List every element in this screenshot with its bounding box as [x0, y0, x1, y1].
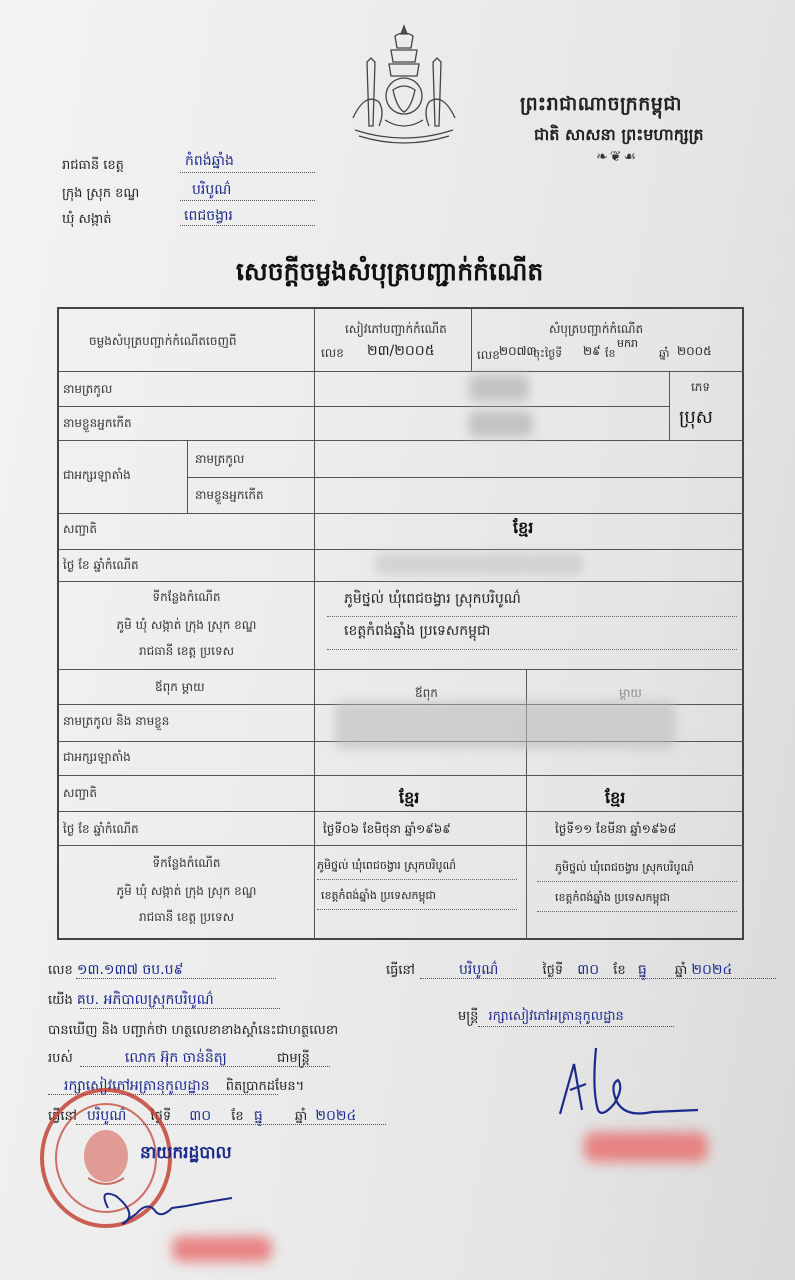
ref-no-value: ១៣.១៣៧ ចប.ប៩: [76, 962, 184, 978]
surname-label: នាមត្រកូល: [63, 382, 113, 396]
table-rule: [59, 440, 744, 441]
dotted-line: [327, 649, 737, 650]
nationality-label: សញ្ជាតិ: [63, 522, 98, 536]
nationality-value: ខ្មែរ: [513, 518, 534, 537]
redacted-surname: [469, 375, 529, 401]
registrar-value: រក្សាសៀវភៅអត្រានុកូលដ្ឋាន: [64, 1078, 210, 1094]
redacted-given-name: [469, 411, 533, 437]
register-number: ២៣/២០០៥: [367, 343, 435, 359]
document-title: សេចក្ដីចម្លងសំបុត្របញ្ជាក់កំណើត: [236, 257, 544, 286]
capital-row: [62, 157, 124, 176]
dotted-line: [537, 911, 737, 912]
father-label: ឪពុក: [415, 686, 438, 700]
given-name-label: នាមខ្លួនអ្នកកើត: [63, 416, 132, 430]
certificate-label: សំបុត្របញ្ជាក់កំណើត: [549, 322, 644, 336]
month2-value: ធ្នូ: [253, 1108, 263, 1124]
pob-sublabel: ភូមិ ឃុំ សង្កាត់ ក្រុង ស្រុក ខណ្ឌ: [116, 618, 257, 632]
table-rule: [59, 581, 744, 582]
father-nationality: ខ្មែរ: [399, 788, 420, 807]
capital-value: កំពង់ឆ្នាំង: [185, 153, 234, 169]
mother-dob: ថ្ងៃទី១១ ខែមីនា ឆ្នាំ១៩៦៨: [555, 822, 677, 836]
mother-pob-2: ខេត្តកំពង់ឆ្នាំង ប្រទេសកម្ពុជា: [555, 891, 671, 904]
year-label: ឆ្នាំ: [674, 963, 688, 978]
district-value: បរិបូណ៌: [192, 182, 232, 198]
capital-label: រាជធានី ខេត្ត: [62, 158, 124, 173]
cert-number: ២០៧៣: [499, 344, 537, 358]
birth-certificate-table: [57, 307, 744, 940]
redacted-dob: [375, 553, 583, 575]
day-value: ៣០: [577, 962, 600, 978]
table-rule: [59, 513, 744, 514]
register-no-prefix: លេខ: [321, 346, 344, 360]
dotted-line: [537, 881, 737, 882]
redacted-parent-names: [335, 701, 675, 749]
made-at2-label: ធ្វើនៅ: [48, 1109, 77, 1124]
parents-label: ឪពុក ម្ដាយ: [155, 680, 205, 694]
ornament-icon: ❧❦☙: [596, 149, 639, 165]
pob-sublabel: រាជធានី ខេត្ត ប្រទេស: [139, 644, 234, 658]
dotted-line: [180, 200, 315, 201]
national-motto: ជាតិ សាសនា ព្រះមហាក្សត្រ: [534, 125, 704, 144]
made-at-value: បរិបូណ៌: [459, 962, 499, 978]
dob-label: ថ្ងៃ ខែ ឆ្នាំកំណើត: [63, 558, 139, 572]
certify-line: បានឃើញ និង បញ្ជាក់ថា ហត្ថលេខាខាងស្ដាំនេះជាហត្ថលេខា: [48, 1023, 339, 1038]
copy-from-label: ចម្លងសំបុត្របញ្ជាក់កំណើតចេញពី: [89, 334, 237, 348]
latin-given-label: នាមខ្លួនអ្នកកើត: [195, 488, 264, 502]
sex-label: ភេទ: [691, 380, 711, 394]
admin-signature-icon: [96, 1178, 236, 1234]
table-rule: [59, 371, 744, 372]
year2-label: ឆ្នាំ: [294, 1109, 308, 1124]
mother-pob-1: ភូមិថ្នល់ ឃុំពេជចង្វារ ស្រុកបរិបូណ៌: [555, 861, 694, 874]
table-rule: [59, 406, 669, 407]
cert-month-prefix: ខែ: [605, 347, 616, 360]
dotted-line: [317, 879, 517, 880]
table-rule: [59, 775, 744, 776]
cert-day: ២៩: [583, 344, 601, 358]
father-dob: ថ្ងៃទី០៦ ខែមិថុនា ឆ្នាំ១៩៦៩: [323, 822, 451, 836]
father-pob-1: ភូមិថ្នល់ ឃុំពេជចង្វារ ស្រុកបរិបូណ៌: [317, 859, 456, 872]
table-rule: [471, 309, 472, 371]
table-rule: [59, 549, 744, 550]
parent-latin-label: ជាអក្សរឡាតាំង: [63, 750, 131, 764]
sex-value: ប្រុស: [679, 407, 713, 428]
mother-nationality: ខ្មែរ: [605, 788, 626, 807]
day2-value: ៣០: [189, 1108, 212, 1124]
month-label: ខែ: [613, 963, 626, 978]
dotted-line: [180, 172, 315, 173]
we-label: យើង: [48, 993, 73, 1008]
official-row: [458, 1008, 624, 1027]
dotted-line: [80, 1066, 330, 1067]
table-rule: [187, 477, 744, 478]
cert-date-prefix: ចុះថ្ងៃទី: [533, 347, 563, 360]
parent-pob-sublabel: រាជធានី ខេត្ត ប្រទេស: [139, 910, 234, 924]
table-rule: [59, 669, 744, 670]
dotted-line: [76, 978, 276, 979]
parent-dob-label: ថ្ងៃ ខែ ឆ្នាំកំណើត: [63, 822, 139, 836]
admin-title: នាយករដ្ឋបាល: [140, 1143, 232, 1163]
dotted-line: [80, 1008, 280, 1009]
we-value: គប. អភិបាលស្រុកបរិបូណ៌: [76, 992, 214, 1008]
pob-line-2: ខេត្តកំពង់ឆ្នាំង ប្រទេសកម្ពុជា: [344, 623, 491, 639]
parent-nationality-label: សញ្ជាតិ: [63, 786, 98, 800]
commune-label: ឃុំ សង្កាត់: [62, 212, 112, 227]
true-copy-label: ពិតប្រាកដមែន។: [225, 1079, 305, 1094]
dotted-line: [180, 225, 315, 226]
table-rule: [59, 811, 744, 812]
day-label: ថ្ងៃទី: [542, 963, 564, 978]
parent-name-label: នាមត្រកូល និង នាមខ្លួន: [63, 714, 170, 728]
of-label: របស់: [48, 1051, 73, 1066]
kingdom-title: ព្រះរាជាណាចក្រកម្ពុជា: [520, 93, 682, 115]
district-label: ក្រុង ស្រុក ខណ្ឌ: [62, 186, 140, 201]
day2-label: ថ្ងៃទី: [150, 1109, 172, 1124]
year2-value: ២០២៤: [315, 1108, 357, 1124]
table-rule: [59, 845, 744, 846]
register-label: សៀវភៅបញ្ជាក់កំណើត: [345, 322, 447, 336]
cert-month: មករា: [617, 337, 638, 350]
year-value: ២០២៤: [691, 962, 733, 978]
redacted-registrar-name: [584, 1132, 708, 1162]
dotted-line: [420, 978, 776, 979]
table-rule: [187, 440, 188, 513]
pob-line-1: ភូមិថ្នល់ ឃុំពេជចង្វារ ស្រុកបរិបូណ៌: [344, 591, 521, 607]
official-label: មន្ត្រី: [458, 1009, 479, 1024]
month2-label: ខែ: [231, 1109, 244, 1124]
ref-no-label: លេខ: [48, 963, 73, 978]
registrar-signature-icon: [552, 1040, 702, 1124]
latin-surname-label: នាមត្រកូល: [195, 452, 245, 466]
month-value: ធ្នូ: [637, 962, 647, 978]
pob-label: ទីកន្លែងកំណើត: [152, 590, 221, 604]
cert-year: ២០០៥: [677, 344, 712, 358]
father-pob-2: ខេត្តកំពង់ឆ្នាំង ប្រទេសកម្ពុជា: [321, 889, 437, 902]
table-rule: [669, 371, 670, 440]
as-official-label: ជាមន្ត្រី: [276, 1051, 310, 1066]
commune-value: ពេជចង្វារ: [184, 208, 233, 224]
dotted-line: [478, 1026, 674, 1027]
table-rule: [314, 309, 315, 940]
mother-label: ម្ដាយ: [619, 686, 642, 700]
made-at-label: ធ្វើនៅ: [386, 963, 415, 978]
cert-year-prefix: ឆ្នាំ: [659, 347, 670, 360]
royal-emblem-icon: [345, 22, 463, 144]
latin-label: ជាអក្សរឡាតាំង: [63, 468, 131, 482]
dotted-line: [317, 909, 517, 910]
official-value: រក្សាសៀវភៅអត្រានុកូលដ្ឋាន: [488, 1009, 624, 1024]
cert-no-prefix: លេខ: [477, 348, 500, 362]
parent-pob-label: ទីកន្លែងកំណើត: [152, 856, 221, 870]
dotted-line: [327, 616, 737, 617]
district-row: [62, 185, 139, 204]
redacted-admin-name: [172, 1236, 272, 1262]
commune-row: [62, 211, 112, 230]
of-value: លោក អ៊ុក ចាន់និត្យ: [124, 1050, 227, 1066]
made-at2-value: បរិបូណ៌: [87, 1108, 127, 1124]
parent-pob-sublabel: ភូមិ ឃុំ សង្កាត់ ក្រុង ស្រុក ខណ្ឌ: [116, 884, 257, 898]
